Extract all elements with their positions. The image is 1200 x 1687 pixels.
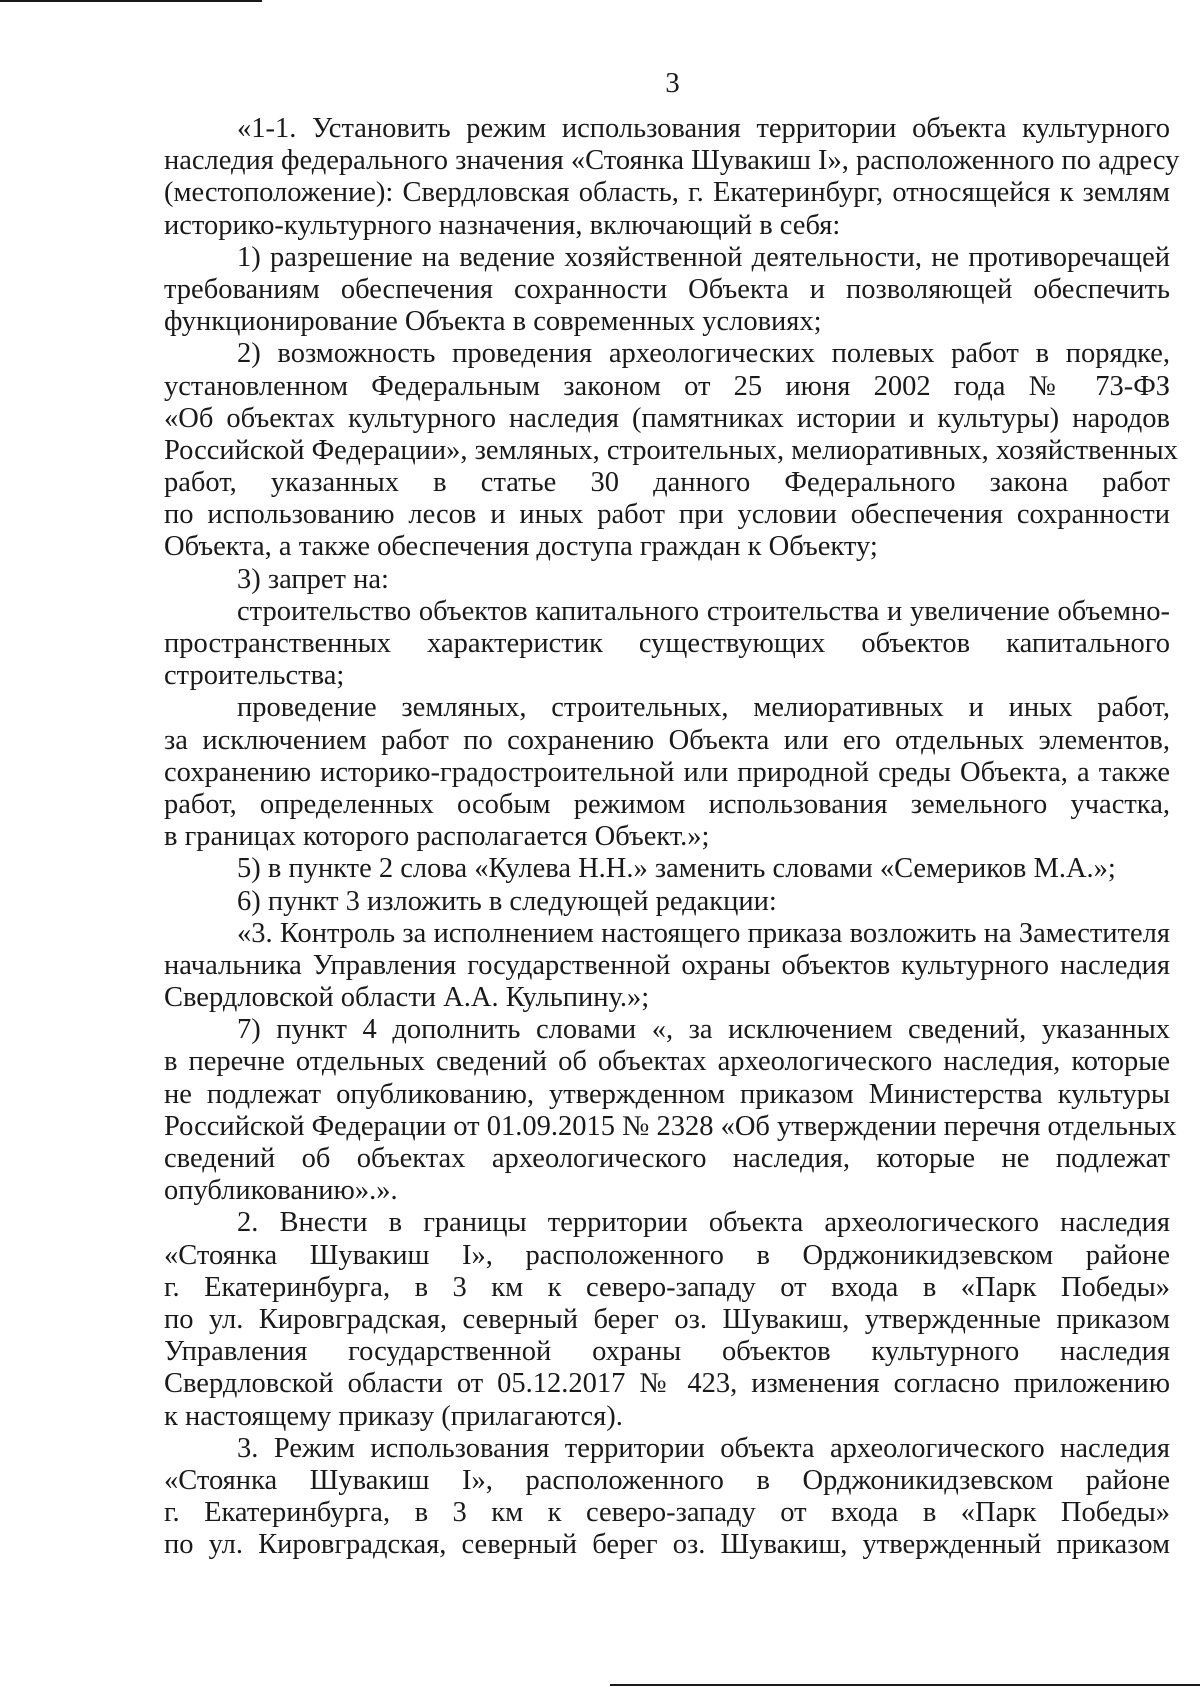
text-line: 1) разрешение на ведение хозяйственной деятельности, не противоречащей <box>237 241 1170 273</box>
text-line: строительства; <box>164 660 345 692</box>
text-line: 6) пункт 3 изложить в следующей редакции: <box>237 885 777 917</box>
text-line: Российской Федерации от 01.09.2015 № 2328 «Об утверждении перечня отдельных <box>164 1110 1177 1142</box>
text-line: Объекта, а также обеспечения доступа граждан к Объекту; <box>164 531 878 563</box>
text-line: «Стоянка Шувакиш I», расположенного в Орджоникидзевском районе <box>164 1239 1170 1271</box>
text-line: функционирование Объекта в современных условиях; <box>164 306 822 338</box>
text-line: сохранению историко-градостроительной или природной среды Объекта, а также <box>164 756 1170 788</box>
text-line: 2. Внести в границы территории объекта археологического наследия <box>237 1207 1170 1239</box>
text-line: 7) пункт 4 дополнить словами «, за исключением сведений, указанных <box>237 1014 1170 1046</box>
text-line: по использованию лесов и иных работ при условии обеспечения сохранности <box>164 499 1170 531</box>
text-line: Свердловской области от 05.12.2017 № 423, изменения согласно приложению <box>164 1368 1170 1400</box>
text-line: работ, указанных в статье 30 данного Федерального закона работ <box>164 467 1170 499</box>
text-line: «3. Контроль за исполнением настоящего приказа возложить на Заместителя <box>237 917 1170 949</box>
text-line: Свердловской области А.А. Кульпину.»; <box>164 982 650 1014</box>
text-line: к настоящему приказу (прилагаются). <box>164 1400 623 1432</box>
text-line: «1-1. Установить режим использования территории объекта культурного <box>237 113 1170 144</box>
text-line: «Об объектах культурного наследия (памятниках истории и культуры) народов <box>164 402 1170 434</box>
text-line: в границах которого располагается Объект.»; <box>164 821 710 853</box>
text-line: начальника Управления государственной охраны объектов культурного наследия <box>164 949 1170 981</box>
text-line: работ, определенных особым режимом использования земельного участка, <box>164 788 1170 820</box>
text-line: по ул. Кировградская, северный берег оз. Шувакиш, утвержденные приказом <box>164 1303 1170 1335</box>
text-line: в перечне отдельных сведений об объектах археологического наследия, которые <box>164 1046 1170 1078</box>
scan-edge-line-top <box>0 0 262 2</box>
text-line: историко-культурного назначения, включающий в себя: <box>164 209 841 241</box>
text-line: проведение земляных, строительных, мелиоративных и иных работ, <box>237 692 1170 724</box>
text-line: Российской Федерации», земляных, строительных, мелиоративных, хозяйственных <box>164 434 1178 466</box>
text-line: установленном Федеральным законом от 25 июня 2002 года № 73-ФЗ <box>164 370 1170 402</box>
text-line: по ул. Кировградская, северный берег оз. Шувакиш, утвержденный приказом <box>164 1529 1170 1561</box>
text-line: строительство объектов капитального строительства и увеличение объемно- <box>237 595 1170 627</box>
page-number: 3 <box>665 67 680 99</box>
text-line: (местоположение): Свердловская область, г. Екатеринбург, относящейся к землям <box>164 177 1170 209</box>
text-line: сведений об объектах археологического наследия, которые не подлежат <box>164 1143 1170 1174</box>
text-line: 2) возможность проведения археологических полевых работ в порядке, <box>237 338 1170 370</box>
text-line: 3. Режим использования территории объекта археологического наследия <box>237 1432 1170 1464</box>
text-line: наследия федерального значения «Стоянка Шувакиш I», расположенного по адресу <box>164 145 1180 177</box>
text-line: пространственных характеристик существующих объектов капитального <box>164 628 1170 659</box>
text-line: требованиям обеспечения сохранности Объекта и позволяющей обеспечить <box>164 273 1170 305</box>
text-line: опубликованию».». <box>164 1175 398 1207</box>
text-line: 5) в пункте 2 слова «Кулева Н.Н.» заменить словами «Семериков М.А.»; <box>237 853 1116 885</box>
text-line: 3) запрет на: <box>237 563 389 595</box>
scan-edge-line-bottom <box>610 1684 1200 1686</box>
document-body <box>164 113 1180 1561</box>
text-line: «Стоянка Шувакиш I», расположенного в Орджоникидзевском районе <box>164 1464 1170 1496</box>
text-line: г. Екатеринбурга, в 3 км к северо-западу от входа в «Парк Победы» <box>164 1271 1170 1303</box>
text-line: не подлежат опубликованию, утвержденном приказом Министерства культуры <box>164 1078 1170 1110</box>
text-line: Управления государственной охраны объектов культурного наследия <box>164 1336 1170 1368</box>
text-line: за исключением работ по сохранению Объекта или его отдельных элементов, <box>164 724 1170 756</box>
text-line: г. Екатеринбурга, в 3 км к северо-западу от входа в «Парк Победы» <box>164 1497 1170 1529</box>
